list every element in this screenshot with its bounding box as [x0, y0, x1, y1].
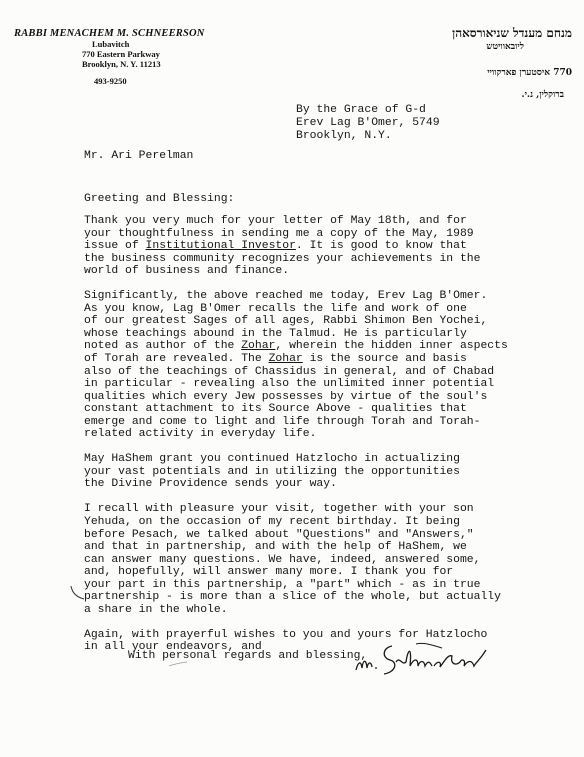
greeting: Greeting and Blessing:: [84, 193, 235, 205]
body-line: the Divine Providence sends your way.: [84, 478, 337, 491]
paragraph: [84, 503, 554, 616]
letterhead-phone: 493-9250: [94, 76, 127, 86]
letterhead-hebrew-line: ברוקלין, נ.י.: [521, 90, 564, 100]
body-line: qualities which every Jew possesses by virtue of the soul's: [84, 390, 488, 403]
letterhead-name: RABBI MENACHEM M. SCHNEERSON: [14, 28, 205, 39]
body-line: whose teachings abound in the Talmud. He is particularly: [84, 327, 467, 340]
paragraph: [84, 215, 554, 278]
letterhead-hebrew-line: ליובאוויטש: [486, 42, 524, 52]
date-line: By the Grace of G-d: [296, 104, 426, 116]
text-run: noted as author of the: [84, 340, 242, 353]
paragraph: [84, 290, 554, 441]
body-line: I recall with pleasure your visit, together with your son: [84, 503, 474, 516]
body-line: the business community recognizes your achievements in the: [84, 252, 481, 265]
body-line: and, hopefully, will answer many more. I thank you for: [84, 566, 454, 579]
margin-pen-mark: [68, 584, 86, 602]
text-run: , wherein the hidden inner aspects: [275, 340, 508, 353]
body-line: can answer many questions. We have, indeed, answered some,: [84, 553, 481, 566]
letterhead-line: Lubavitch: [92, 39, 130, 49]
body-line: Thank you very much for your letter of May 18th, and for: [84, 215, 467, 227]
body-line: related activity in everyday life.: [84, 428, 317, 441]
body-line: As you know, Lag B'Omer recalls the life and work of one: [84, 302, 467, 315]
body-line: your part in this partnership, a "part" which - as in true: [84, 578, 481, 591]
text-run: of Torah are revealed. The: [84, 352, 269, 365]
text-run: issue of: [84, 240, 146, 253]
body-line: before Pesach, we talked about "Questions" and "Answers,": [84, 528, 474, 541]
book-title: Zohar: [241, 340, 276, 353]
text-run: . It is good to know that: [295, 240, 467, 253]
body-line: [84, 340, 554, 353]
body-line: [84, 353, 554, 366]
body-line: emerge and come to light and life through Torah and Torah-: [84, 415, 481, 428]
letterhead-english: [14, 28, 234, 86]
body-line: in particular - revealing also the unlimited inner potential: [84, 378, 495, 391]
date-block: [296, 104, 440, 142]
recipient: Mr. Ari Perelman: [84, 150, 194, 162]
date-line: Erev Lag B'Omer, 5749: [296, 116, 440, 129]
letterhead-hebrew-line: 770 איסטערן פארקוויי: [487, 68, 572, 78]
body-line: a share in the whole.: [84, 603, 228, 616]
letterhead-hebrew-name: מנחם מענדל שניאורסאהן: [452, 26, 572, 40]
handwritten-signature: [352, 636, 492, 680]
body-line: partnership - is more than a slice of the whole, but actually: [84, 591, 501, 604]
body-line: May HaShem grant you continued Hatzlocho in actualizing: [84, 453, 460, 466]
body-line: Again, with prayerful wishes to you and yours for Hatzlocho: [84, 628, 488, 641]
body-line: in all your endeavors, and: [84, 641, 262, 654]
closing: With personal regards and blessing,: [128, 650, 368, 662]
publication-title: Institutional Investor: [145, 240, 296, 253]
book-title: Zohar: [268, 352, 303, 365]
body-line: Significantly, the above reached me today, Erev Lag B'Omer.: [84, 290, 488, 303]
body-line: world of business and finance.: [84, 265, 290, 278]
text-run: is the source and basis: [302, 352, 467, 365]
date-line: Brooklyn, N.Y.: [296, 129, 392, 142]
letterhead-line: Brooklyn, N. Y. 11213: [82, 59, 161, 69]
letterhead-hebrew: [382, 26, 572, 101]
body-line: [84, 240, 554, 253]
letter-body: [84, 215, 554, 666]
paragraph: [84, 453, 554, 491]
body-line: your vast potentials and in utilizing the opportunities: [84, 465, 460, 478]
body-line: of our greatest Sages of all ages, Rabbi Shimon Ben Yochei,: [84, 315, 488, 328]
body-line: Yehuda, on the occasion of my recent birthday. It being: [84, 515, 460, 528]
stray-pen-mark: [168, 660, 188, 668]
body-line: constant attachment to its Source Above - qualities that: [84, 403, 467, 416]
body-line: also of the teachings of Chassidus in general, and of Chabad: [84, 365, 495, 378]
body-line: and that in partnership, and with the help of HaShem, we: [84, 541, 467, 554]
body-line: your thoughtfulness in sending me a copy of the May, 1989: [84, 227, 474, 240]
letterhead-line: 770 Eastern Parkway: [82, 49, 160, 59]
